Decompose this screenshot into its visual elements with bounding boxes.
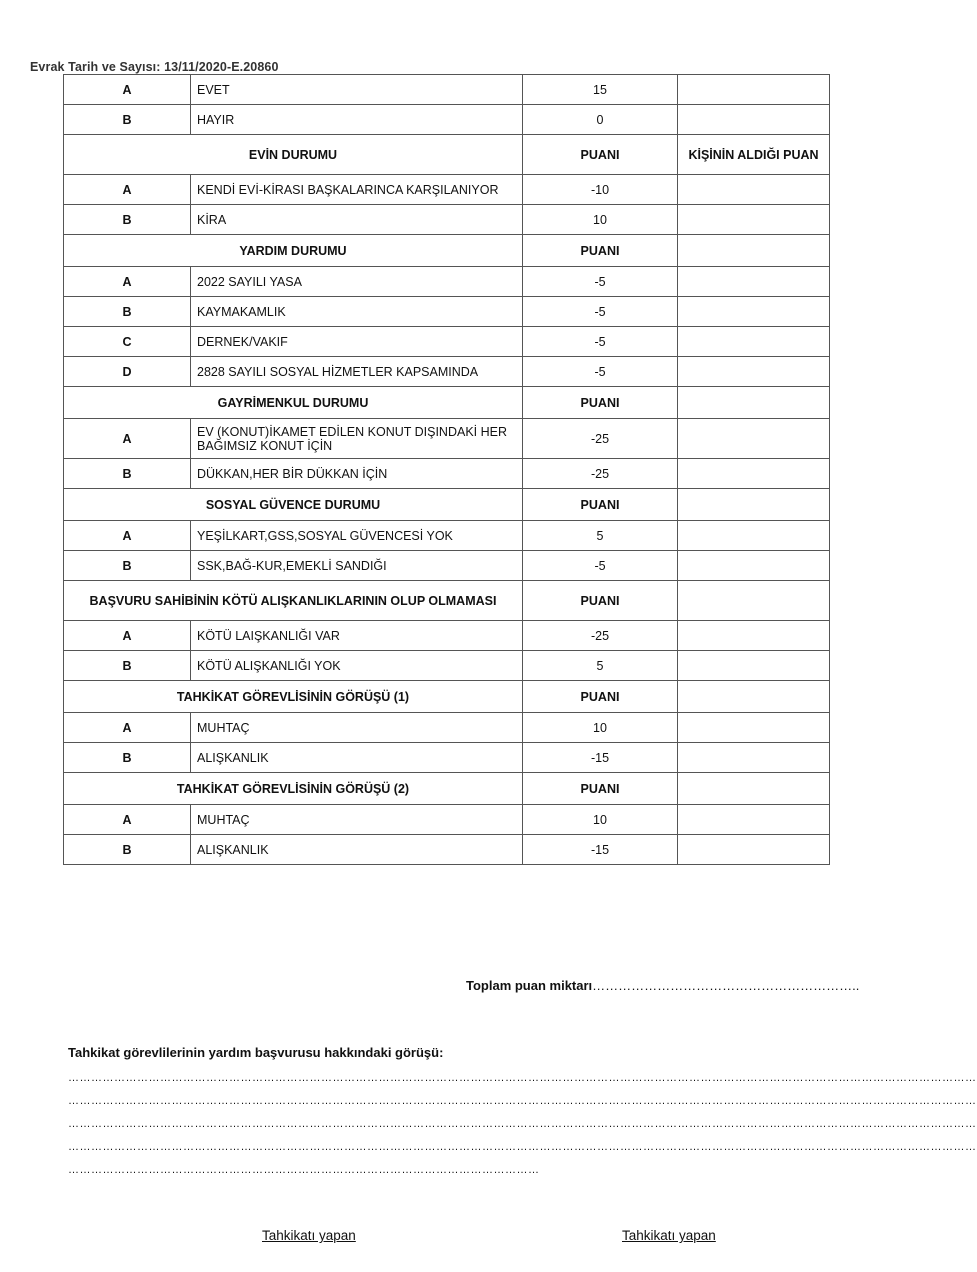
received-points-cell[interactable] <box>678 621 830 651</box>
table-row <box>64 805 830 835</box>
option-points: 10 <box>523 805 678 835</box>
option-letter: D <box>64 357 191 387</box>
option-letter: A <box>64 521 191 551</box>
table-row <box>64 267 830 297</box>
table-row <box>64 175 830 205</box>
table-row <box>64 459 830 489</box>
signature-left: Tahkikatı yapan <box>262 1228 356 1243</box>
option-description: 2022 SAYILI YASA <box>191 267 523 297</box>
option-points: -25 <box>523 459 678 489</box>
option-letter: A <box>64 713 191 743</box>
points-column-header: PUANI <box>523 387 678 419</box>
section-title: EVİN DURUMU <box>64 135 523 175</box>
received-points-cell[interactable] <box>678 267 830 297</box>
option-letter: B <box>64 105 191 135</box>
table-row <box>64 419 830 459</box>
received-points-cell[interactable] <box>678 581 830 621</box>
received-points-cell[interactable] <box>678 75 830 105</box>
received-points-cell[interactable] <box>678 175 830 205</box>
option-letter: B <box>64 297 191 327</box>
option-description: HAYIR <box>191 105 523 135</box>
table-row <box>64 621 830 651</box>
total-score-blank[interactable]: …………………………………………………….. <box>592 978 860 993</box>
received-points-cell[interactable] <box>678 551 830 581</box>
option-letter: B <box>64 459 191 489</box>
section-title: GAYRİMENKUL DURUMU <box>64 387 523 419</box>
option-points: -15 <box>523 743 678 773</box>
option-points: 10 <box>523 713 678 743</box>
option-points: -25 <box>523 419 678 459</box>
option-points: -10 <box>523 175 678 205</box>
option-points: -5 <box>523 267 678 297</box>
option-points: -5 <box>523 551 678 581</box>
received-points-cell[interactable] <box>678 521 830 551</box>
option-points: -5 <box>523 297 678 327</box>
table-row <box>64 75 830 105</box>
received-points-header: KİŞİNİN ALDIĞI PUAN <box>678 135 830 175</box>
option-letter: B <box>64 551 191 581</box>
table-row <box>64 521 830 551</box>
option-points: -5 <box>523 327 678 357</box>
table-row <box>64 835 830 865</box>
option-points: 5 <box>523 521 678 551</box>
option-description: KÖTÜ ALIŞKANLIĞI YOK <box>191 651 523 681</box>
option-description: KENDİ EVİ-KİRASI BAŞKALARINCA KARŞILANIYOR <box>191 175 523 205</box>
received-points-cell[interactable] <box>678 419 830 459</box>
option-description: KÖTÜ LAIŞKANLIĞI VAR <box>191 621 523 651</box>
table-row <box>64 205 830 235</box>
opinion-line-5[interactable]: …………………………………………………………………………………………………………… <box>68 1164 540 1176</box>
option-points: 5 <box>523 651 678 681</box>
option-letter: C <box>64 327 191 357</box>
table-row <box>64 297 830 327</box>
received-points-cell[interactable] <box>678 651 830 681</box>
option-letter: B <box>64 205 191 235</box>
section-title: TAHKİKAT GÖREVLİSİNİN GÖRÜŞÜ (1) <box>64 681 523 713</box>
option-description: KİRA <box>191 205 523 235</box>
section-header-row <box>64 489 830 521</box>
table-row <box>64 713 830 743</box>
received-points-cell[interactable] <box>678 743 830 773</box>
section-header-row <box>64 235 830 267</box>
option-description: YEŞİLKART,GSS,SOSYAL GÜVENCESİ YOK <box>191 521 523 551</box>
points-column-header: PUANI <box>523 681 678 713</box>
opinion-line-3[interactable]: ………………………………………………………………………………………………………………………………………………………………………………………………………………… <box>68 1118 977 1130</box>
section-header-row <box>64 135 830 175</box>
table-row <box>64 743 830 773</box>
points-column-header: PUANI <box>523 135 678 175</box>
received-points-cell[interactable] <box>678 459 830 489</box>
points-column-header: PUANI <box>523 235 678 267</box>
received-points-cell[interactable] <box>678 205 830 235</box>
option-letter: A <box>64 805 191 835</box>
received-points-cell[interactable] <box>678 805 830 835</box>
option-points: -5 <box>523 357 678 387</box>
received-points-cell[interactable] <box>678 327 830 357</box>
option-letter: A <box>64 419 191 459</box>
section-title: YARDIM DURUMU <box>64 235 523 267</box>
option-letter: B <box>64 835 191 865</box>
option-points: -25 <box>523 621 678 651</box>
option-points: -15 <box>523 835 678 865</box>
table-row <box>64 551 830 581</box>
opinion-line-1[interactable]: ………………………………………………………………………………………………………………………………………………………………………………………………………………… <box>68 1072 977 1084</box>
section-title: TAHKİKAT GÖREVLİSİNİN GÖRÜŞÜ (2) <box>64 773 523 805</box>
option-letter: A <box>64 621 191 651</box>
received-points-cell[interactable] <box>678 357 830 387</box>
option-description: SSK,BAĞ-KUR,EMEKLİ SANDIĞI <box>191 551 523 581</box>
section-title: SOSYAL GÜVENCE DURUMU <box>64 489 523 521</box>
opinion-line-4[interactable]: ………………………………………………………………………………………………………………………………………………………………………………………………………………… <box>68 1141 977 1153</box>
option-description: MUHTAÇ <box>191 805 523 835</box>
received-points-cell[interactable] <box>678 681 830 713</box>
option-description: 2828 SAYILI SOSYAL HİZMETLER KAPSAMINDA <box>191 357 523 387</box>
option-description: EVET <box>191 75 523 105</box>
option-letter: A <box>64 75 191 105</box>
option-description: DERNEK/VAKIF <box>191 327 523 357</box>
table-row <box>64 357 830 387</box>
section-header-row <box>64 773 830 805</box>
received-points-cell[interactable] <box>678 835 830 865</box>
received-points-cell[interactable] <box>678 105 830 135</box>
total-score-line <box>466 978 859 993</box>
points-column-header: PUANI <box>523 773 678 805</box>
option-letter: B <box>64 743 191 773</box>
total-score-label: Toplam puan miktarı <box>466 978 593 993</box>
option-description: MUHTAÇ <box>191 713 523 743</box>
opinion-line-2[interactable]: ………………………………………………………………………………………………………………………………………………………………………………………………………………… <box>68 1095 977 1107</box>
points-column-header: PUANI <box>523 489 678 521</box>
option-letter: A <box>64 267 191 297</box>
table-row <box>64 327 830 357</box>
option-description: EV (KONUT)İKAMET EDİLEN KONUT DIŞINDAKİ HER BAĞIMSIZ KONUT İÇİN <box>191 419 523 459</box>
option-letter: A <box>64 175 191 205</box>
option-points: 15 <box>523 75 678 105</box>
option-description: KAYMAKAMLIK <box>191 297 523 327</box>
scoring-table <box>63 74 830 865</box>
option-description: DÜKKAN,HER BİR DÜKKAN İÇİN <box>191 459 523 489</box>
table-row <box>64 651 830 681</box>
section-header-row <box>64 681 830 713</box>
option-description: ALIŞKANLIK <box>191 835 523 865</box>
opinion-label: Tahkikat görevlilerinin yardım başvurusu hakkındaki görüşü: <box>68 1045 444 1060</box>
received-points-cell[interactable] <box>678 235 830 267</box>
received-points-cell[interactable] <box>678 297 830 327</box>
section-title: BAŞVURU SAHİBİNİN KÖTÜ ALIŞKANLIKLARININ OLUP OLMAMASI <box>64 581 523 621</box>
received-points-cell[interactable] <box>678 713 830 743</box>
received-points-cell[interactable] <box>678 773 830 805</box>
document-reference: Evrak Tarih ve Sayısı: 13/11/2020-E.20860 <box>30 60 279 74</box>
option-description: ALIŞKANLIK <box>191 743 523 773</box>
points-column-header: PUANI <box>523 581 678 621</box>
signature-right: Tahkikatı yapan <box>622 1228 716 1243</box>
scoring-table-body <box>64 75 830 865</box>
section-header-row <box>64 387 830 419</box>
table-row <box>64 105 830 135</box>
option-points: 0 <box>523 105 678 135</box>
section-header-row <box>64 581 830 621</box>
option-points: 10 <box>523 205 678 235</box>
received-points-cell[interactable] <box>678 489 830 521</box>
option-letter: B <box>64 651 191 681</box>
received-points-cell[interactable] <box>678 387 830 419</box>
